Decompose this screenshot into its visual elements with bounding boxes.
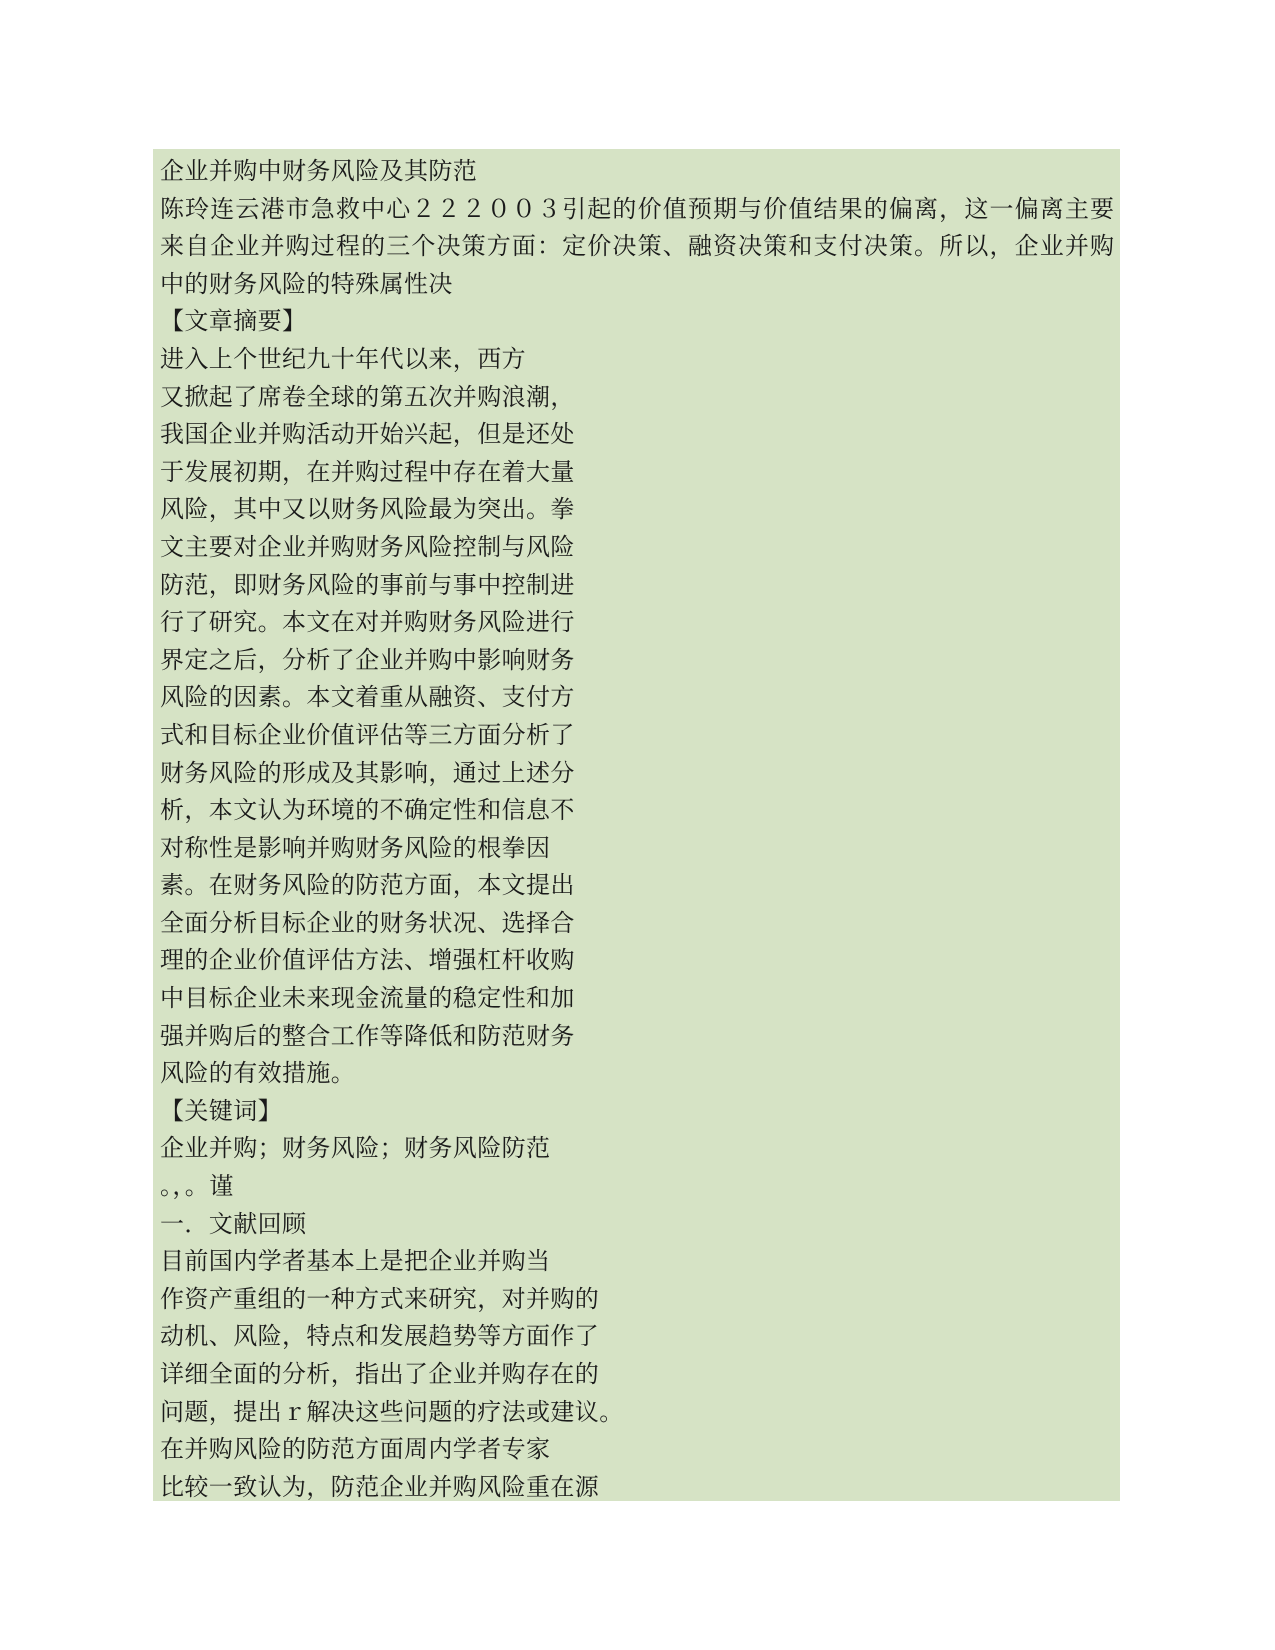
section-line: 比较一致认为，防范企业并购风险重在源 xyxy=(160,1472,600,1501)
abstract-line: 强并购后的整合工作等降低和防范财务 xyxy=(160,1021,575,1050)
abstract-line: 又掀起了席卷全球的第五次并购浪潮， xyxy=(160,382,575,411)
abstract-line: 中目标企业未来现金流量的稳定性和加 xyxy=(160,984,575,1013)
section-line: 动机、风险，特点和发展趋势等方面作了 xyxy=(160,1322,600,1351)
intro-line: 陈玲连云港市急救中心２２２００３引起的价值预期与价值结果的偏离，这一偏离主要 xyxy=(160,194,1114,223)
abstract-line: 财务风险的形成及其影响，通过上述分 xyxy=(160,758,575,787)
abstract-line: 防范，即财务风险的事前与事中控制进 xyxy=(160,570,575,599)
fragment-line: 。，。谨 xyxy=(160,1172,234,1201)
section-line: 目前国内学者基本上是把企业并购当 xyxy=(160,1247,551,1276)
section-line: 作资产重组的一种方式来研究，对并购的 xyxy=(160,1284,600,1313)
abstract-line: 风险，其中又以财务风险最为突出。拳 xyxy=(160,495,575,524)
abstract-line: 析，本文认为环境的不确定性和信息不 xyxy=(160,796,575,825)
abstract-line: 风险的有效措施。 xyxy=(160,1059,356,1088)
document-title: 企业并购中财务风险及其防范 xyxy=(160,157,478,185)
abstract-line: 行了研究。本文在对并购财务风险进行 xyxy=(160,608,575,637)
abstract-line: 界定之后，分析了企业并购中影响财务 xyxy=(160,645,575,674)
section-line: 在并购风险的防范方面周内学者专家 xyxy=(160,1435,551,1464)
abstract-line: 进入上个世纪九十年代以来，西方 xyxy=(160,344,526,373)
abstract-line: 素。在财务风险的防范方面，本文提出 xyxy=(160,871,575,900)
section-heading: 一．文献回顾 xyxy=(160,1209,307,1238)
abstract-line: 风险的因素。本文着重从融资、支付方 xyxy=(160,683,575,712)
abstract-line: 式和目标企业价值评估等三方面分析了 xyxy=(160,720,575,749)
abstract-line: 我国企业并购活动开始兴起，但是还处 xyxy=(160,420,575,449)
abstract-line: 理的企业价值评估方法、增强杠杆收购 xyxy=(160,946,575,975)
intro-line: 中的财务风险的特殊属性决 xyxy=(160,269,453,298)
keywords-heading: 【关键词】 xyxy=(160,1096,282,1125)
document-body xyxy=(153,149,1120,1501)
section-line: 问题，提出ｒ解决这些问题的疗法或建议。 xyxy=(160,1397,624,1426)
abstract-heading: 【文章摘要】 xyxy=(160,307,307,336)
abstract-line: 文主要对企业并购财务风险控制与风险 xyxy=(160,532,575,561)
abstract-line: 于发展初期，在并购过程中存在着大量 xyxy=(160,457,575,486)
keywords-line: 企业并购；财务风险；财务风险防范 xyxy=(160,1134,551,1163)
section-line: 详细全面的分析，指出了企业并购存在的 xyxy=(160,1360,600,1388)
intro-line: 来自企业并购过程的三个决策方面：定价决策、融资决策和支付决策。所以，企业并购 xyxy=(160,232,1114,261)
abstract-line: 对称性是影响并购财务风险的根拳因 xyxy=(160,833,551,862)
abstract-line: 全面分析目标企业的财务状况、选择合 xyxy=(160,908,575,937)
